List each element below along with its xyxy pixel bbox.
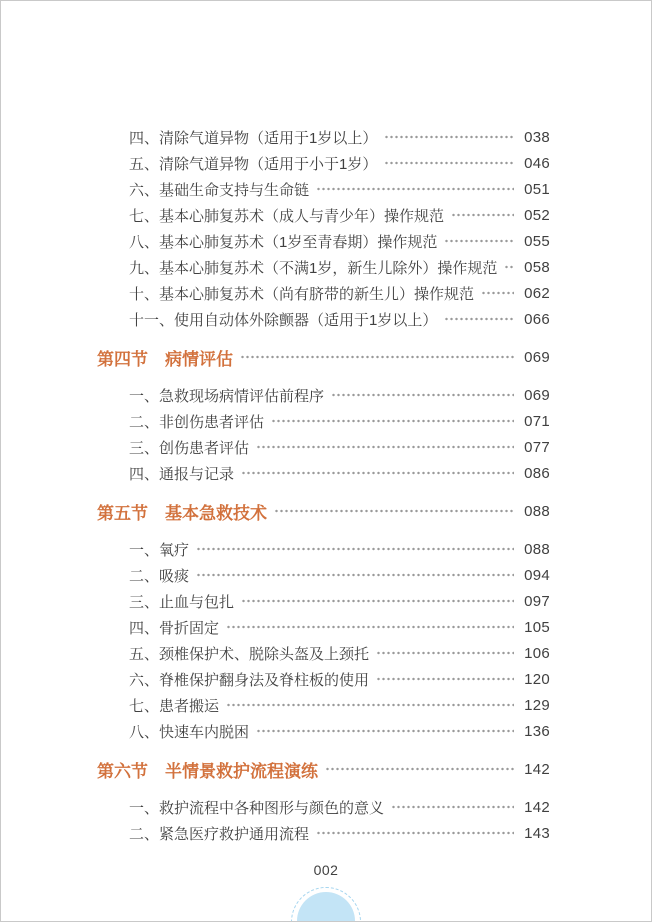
toc-entry-page: 038 (524, 128, 550, 146)
toc-entry-label: 五、清除气道异物（适用于小于1岁） (129, 155, 378, 173)
toc-entry-label: 八、快速车内脱困 (129, 723, 250, 741)
toc-entry-page: 142 (524, 798, 550, 816)
toc-entry-label: 六、基础生命支持与生命链 (129, 181, 310, 199)
toc-entry-label: 四、通报与记录 (129, 465, 235, 483)
toc-entry-label: 一、急救现场病情评估前程序 (129, 387, 325, 405)
toc-entry-page: 077 (524, 438, 550, 456)
toc-entry (97, 150, 550, 176)
toc-entry-page: 129 (524, 696, 550, 714)
toc-entry (97, 124, 550, 150)
dot-leader (376, 640, 514, 666)
toc-entry (97, 562, 550, 588)
toc-entry-label: 十一、使用自动体外除颤器（适用于1岁以上） (129, 311, 438, 329)
dot-leader (256, 718, 514, 744)
toc-entry-page: 069 (524, 348, 550, 366)
toc-entry (97, 408, 550, 434)
toc-entry (97, 306, 550, 332)
toc-entry-page: 071 (524, 412, 550, 430)
dot-leader (331, 382, 514, 408)
dot-leader (196, 562, 514, 588)
toc-entry-label: 二、紧急医疗救护通用流程 (129, 825, 310, 843)
dot-leader (451, 202, 514, 228)
dot-leader (391, 794, 514, 820)
toc-entry (97, 794, 550, 820)
toc-entry-page: 066 (524, 310, 550, 328)
toc-entry (97, 460, 550, 486)
toc-entry-page: 051 (524, 180, 550, 198)
toc-entry (97, 588, 550, 614)
toc-entry-label: 十、基本心肺复苏术（尚有脐带的新生儿）操作规范 (129, 285, 475, 303)
dot-leader (325, 756, 514, 782)
toc-entry-label: 一、救护流程中各种图形与颜色的意义 (129, 799, 385, 817)
toc-entry-label: 一、氧疗 (129, 541, 190, 559)
toc-entry-label: 九、基本心肺复苏术（不满1岁，新生儿除外）操作规范 (129, 259, 498, 277)
toc-entry-page: 136 (524, 722, 550, 740)
toc-entry (97, 228, 550, 254)
toc-entry-page: 094 (524, 566, 550, 584)
toc-entry-page: 105 (524, 618, 550, 636)
toc-entry-label: 第四节 病情评估 (97, 349, 233, 369)
dot-leader (226, 614, 514, 640)
toc-entry (97, 640, 550, 666)
toc-entry (97, 202, 550, 228)
dot-leader (481, 280, 514, 306)
toc-entry-page: 143 (524, 824, 550, 842)
toc-entry-page: 120 (524, 670, 550, 688)
toc-entry (97, 692, 550, 718)
toc-entry (97, 434, 550, 460)
toc-entry-label: 二、吸痰 (129, 567, 190, 585)
toc-entry-page: 055 (524, 232, 550, 250)
dot-leader (274, 498, 514, 524)
toc-entry-page: 088 (524, 540, 550, 558)
toc-entry (97, 718, 550, 744)
dot-leader (226, 692, 514, 718)
toc-entry (97, 666, 550, 692)
toc-entry-page: 097 (524, 592, 550, 610)
dot-leader (504, 254, 514, 280)
toc-entry-page: 058 (524, 258, 550, 276)
toc-entry-page: 142 (524, 760, 550, 778)
toc-entry-label: 五、颈椎保护术、脱除头盔及上颈托 (129, 645, 370, 663)
toc-entry (97, 176, 550, 202)
toc-entry-label: 第六节 半情景救护流程演练 (97, 761, 318, 781)
toc-entry-page: 069 (524, 386, 550, 404)
table-of-contents (97, 124, 550, 846)
toc-entry-label: 八、基本心肺复苏术（1岁至青春期）操作规范 (129, 233, 438, 251)
toc-entry (97, 820, 550, 846)
toc-entry (97, 536, 550, 562)
toc-entry-page: 046 (524, 154, 550, 172)
toc-entry-label: 三、创伤患者评估 (129, 439, 250, 457)
toc-entry-label: 六、脊椎保护翻身法及脊柱板的使用 (129, 671, 370, 689)
toc-section-heading (97, 344, 550, 370)
toc-entry-page: 086 (524, 464, 550, 482)
toc-entry-label: 七、基本心肺复苏术（成人与青少年）操作规范 (129, 207, 445, 225)
dot-leader (256, 434, 514, 460)
toc-entry-label: 二、非创伤患者评估 (129, 413, 265, 431)
dot-leader (196, 536, 514, 562)
toc-entry-label: 第五节 基本急救技术 (97, 503, 267, 523)
dot-leader (241, 588, 514, 614)
toc-entry-page: 088 (524, 502, 550, 520)
toc-section-heading (97, 756, 550, 782)
toc-entry-label: 七、患者搬运 (129, 697, 220, 715)
toc-entry (97, 614, 550, 640)
toc-entry-label: 四、清除气道异物（适用于1岁以上） (129, 129, 378, 147)
toc-entry (97, 280, 550, 306)
dot-leader (444, 228, 514, 254)
toc-entry-page: 106 (524, 644, 550, 662)
dot-leader (444, 306, 514, 332)
toc-entry-label: 三、止血与包扎 (129, 593, 235, 611)
toc-entry-label: 四、骨折固定 (129, 619, 220, 637)
toc-entry-page: 062 (524, 284, 550, 302)
dot-leader (384, 150, 514, 176)
toc-entry (97, 382, 550, 408)
dot-leader (240, 344, 514, 370)
toc-entry (97, 254, 550, 280)
dot-leader (241, 460, 514, 486)
page-number: 002 (313, 862, 339, 878)
toc-section-heading (97, 498, 550, 524)
toc-entry-page: 052 (524, 206, 550, 224)
dot-leader (384, 124, 514, 150)
dot-leader (271, 408, 514, 434)
dot-leader (316, 176, 514, 202)
dot-leader (376, 666, 514, 692)
dot-leader (316, 820, 514, 846)
